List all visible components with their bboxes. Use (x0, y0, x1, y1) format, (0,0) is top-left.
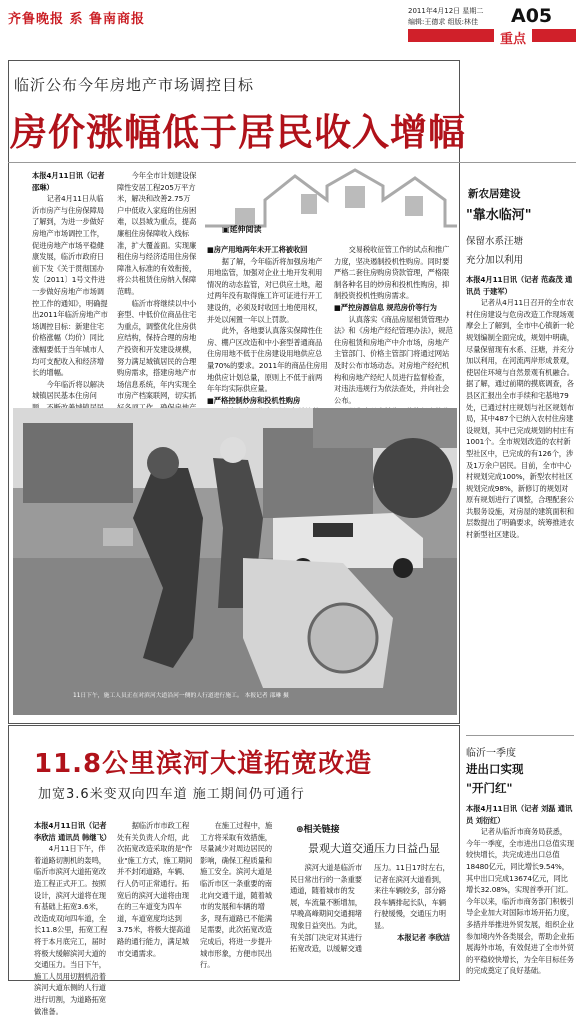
box-subhead: ■严控房源信息 规范房价等行为 (334, 302, 437, 312)
article-headline: 房价涨幅低于居民收入增幅 (10, 111, 466, 154)
info-box-left (207, 244, 329, 405)
box-paragraph: 此外，各地要认真落实保障性住房、棚户区改造和中小套型普通商品住房用地不低于住房建设用地供应总量70%的要求。2011年的商品住房用地供应计划总量，原则上不低于前两年年均实际供应量。 (207, 326, 328, 394)
article2-paragraph: 据临沂市市政工程处有关负责人介绍，此次拓宽改造采取的是"作业"施工方式，施工期间并不封闭道路，车辆、行人仍可正常通行。拓宽后的滨河大道将由现在的三车道变为四车道，车道宽度均达到3.75米，将极大提高道路的通行能力，满足城市交通需求。 (117, 821, 193, 958)
masthead: 齐鲁晚报 系 鲁南商报 (8, 12, 146, 27)
article-paragraph: 今年全市计划建设保障性安居工程205万平方米，解决和改善2.75万户中低收入家庭的住房困难，以县城为重点，提高廉租住房保障收入线标准，扩大覆盖面。实现廉租住房与经济适用住房保障准入标准的有效衔接，将公共租赁住房纳入保障范畴。 (117, 171, 197, 296)
photo-scene (13, 408, 457, 715)
sidebar2-body (466, 803, 574, 979)
sidebar2-paragraph: 记者从临沂市商务局获悉，今年一季度，全市进出口总值实现较快增长，共完成进出口总值18480亿元，同比增长9.54%，其中出口完成13674亿元，同比增长32.08%，实现首季开门红。今年以来，临沂市商务部门积极引导企业加大对国际市场开拓力度，多措并举推进外贸发展，组织企业参加境内外各类展会，帮助企业拓展海外市场，有效促进了全市外贸的平稳较快增长，为全年目标任务的完成奠定了良好基础。 (466, 827, 574, 976)
box-paragraph: 认真落实《商品房屋租赁管理办法》和《房地产经纪管理办法》，规范住房租赁和房地产中介市场，房地产主管部门、价格主管部门将通过网站及时公布市场动态。对房地产经纪机构和房地产经纪人员进行监督检查，对违法违规行为依法查处，并向社会公布。 (334, 314, 453, 405)
article-paragraph: 临沂市将继续以中小套型、中低价位商品住宅为重点，调整优化住房供应结构，保持合理的房地产投资和开发建设规模，努力满足城镇居民的合理购房需求，搭建房地产市场信息系统，年内实现全市房产档案联网，切实抓 (117, 298, 197, 401)
sidebar2-title (466, 760, 524, 798)
section-bar (408, 29, 576, 42)
article2-column-2 (117, 820, 193, 972)
box-subhead: ■房产用地两年未开工将被收回 (207, 245, 308, 254)
article2-column-3 (200, 820, 276, 972)
box-paragraph: 据了解，今年临沂将加强房地产用地监管，加强对企业土地开发利用情况的动态监管，对已供应土地，超过两年没有取得施工许可证进行开工建设的，必须及时收回土地使用权，并处以闲置一年以上罚款。 (207, 256, 323, 324)
sidebar-subtitle-line: 充分加以利用 (466, 255, 524, 266)
sidebar-subtitle-line: 保留水系汪塘 (466, 236, 524, 247)
article2-paragraph: 4月11日下午，伴着道路切割机的轰鸣，临沂市滨河大道拓宽改造工程正式开工。按照设计，滨河大道将在现有基础上拓宽3.6米，改造成双向四车道，全长11.8公里，拓宽工程将于本月底完工，届时将极大缓解滨河大道的交通压力。当日下午，施工人员用切割机沿着滨河大道东侧的人行道进行切割，为道路拓宽做准备。 (34, 844, 108, 1016)
editors-line: 编辑:王德求 组版:林佳 (408, 18, 478, 26)
related-link-body (290, 862, 450, 972)
page-number: A05 (511, 5, 553, 27)
issue-date: 2011年4月12日 星期二 (408, 7, 484, 15)
news-photo (13, 408, 457, 715)
article-byline: 本报4月11日讯（记者 邵琳） (32, 171, 105, 192)
article-column-2 (117, 170, 197, 400)
article2-column-1 (34, 820, 111, 1016)
plus-circle-icon: ⊕ (296, 825, 304, 835)
sidebar2-byline: 本报4月11日讯（记者 刘磊 通讯员 刘衍红） (466, 804, 573, 825)
related-link-signature: 本报记者 李欣洁 (397, 932, 450, 942)
sidebar-divider (466, 735, 574, 736)
article-column-1 (32, 170, 108, 400)
related-link-title: 景观大道交通压力日益凸显 (308, 842, 440, 855)
box-paragraph: 交易税收征管工作的试点和推广力度，坚决遏制投机性购房。同时要严格二套住房购房贷款管理，严格限制各种名目的炒房和投机性购房，抑制投资投机性购房需求。 (334, 245, 450, 301)
article2-byline: 本报4月11日讯（记者 李欣洁 通讯员 韩继飞） (34, 821, 111, 842)
document-icon: ▣ (222, 225, 230, 234)
sidebar-body (466, 274, 574, 706)
related-link-paragraph: 滨河大道是临沂市民日常出行的一条重要通道，随着城市的发展，车流量不断增加，早晚高峰期间交通拥堵现象日益突出。为此，有关部门决定对其进行拓宽改造，以缓解交通压力。11日17时左右，记者在滨河大道看到，来往车辆较多，部分路段车辆排起长队，车辆行驶缓慢，交通压力明显。 (290, 863, 450, 954)
sidebar-subtitle (466, 232, 523, 270)
info-box-right (334, 244, 454, 405)
headline-rule (8, 162, 576, 163)
sidebar-kicker: 新农居建设 (468, 188, 521, 200)
article2-subtitle: 加宽3.6米变双向四车道 施工期间仍可通行 (38, 787, 305, 802)
sidebar2-title-line: "开门红" (466, 781, 513, 795)
related-link-label: 相关链接 (303, 825, 340, 835)
article-paragraph: 今年临沂将以解决城镇居民基本住房问 (32, 379, 105, 401)
section-label: 重点 (494, 28, 532, 47)
sidebar-title: "靠水临河" (466, 208, 532, 223)
sidebar-byline: 本报4月11日讯（记者 范森茂 通讯员 于建军） (466, 275, 573, 296)
photo-caption: 11日下午，施工人员正在对滨河大道沿河一侧的人行道进行施工。 本报记者 邵琳 摄 (73, 693, 289, 699)
sidebar-paragraph: 记者从4月11日召开的全市农村住房建设与危房改造工作现场观摩会上了解到，全市中心镇新一轮规划编制全面完成，规划中明确，尽量保留现有水系、汪塘，并充分加以利用，在河流两岸形成景观，使居住环境与自然景观有机融合。据了解，通过前期的摸底调查，各县区汇报出全市手续和宅基地79处，已通过村庄规划与社区规划布局，其中487个已纳入农村住房建设规划，其中已完成规划的村庄有1001个。全市规划改造的农村新型社区中，已完成的有126个，涉及1万余户居民。目前，全市中心村规划完成100%，新型农村社区规划完成98%，新修订的规划对原有规划进行了调整，合理配套公共服务设施，对房屋的建筑面积和层数提出了明确要求，统筹推进农村新型社区建设。 (466, 298, 574, 540)
article2-headline: 11.8公里滨河大道拓宽改造 (34, 749, 373, 779)
extended-reading-label: 延伸阅读 (229, 225, 262, 234)
article2-paragraph: 在施工过程中，施工方将采取有效措施，尽量减少对周边居民的影响，确保工程质量和施工安全。滨河大道是临沂市区一条重要的南北向交通干道，随着城市的发展和车辆的增多，现有道路已不能满足需要，此次拓宽改造完成后，将进一步提升城市形象，方便市民出行。 (200, 821, 273, 970)
extended-reading-tag (222, 224, 262, 235)
sidebar2-title-line: 进出口实现 (466, 762, 524, 776)
sidebar2-kicker: 临沂一季度 (466, 748, 516, 759)
article-kicker: 临沂公布今年房地产市场调控目标 (14, 76, 255, 94)
box-subhead: ■严格控制炒房和投机性购房 (207, 395, 301, 405)
article-paragraph: 记者4月11日从临沂市房产与住房保障局了解到，为进一步做好房地产市场调控工作，促进房地产市场平稳健康发展，临沂市政府日前下发《关于贯彻国办发〔2011〕1号文件进一步做好房地产市场调控工作的通知》，明确提出2011年临沂房地产市场调控目标：新建住宅价格涨幅（均价）同比涨幅要低于当年城市人均可支配收入和经济增长的增幅。 (32, 194, 108, 378)
related-link-heading (296, 822, 340, 835)
